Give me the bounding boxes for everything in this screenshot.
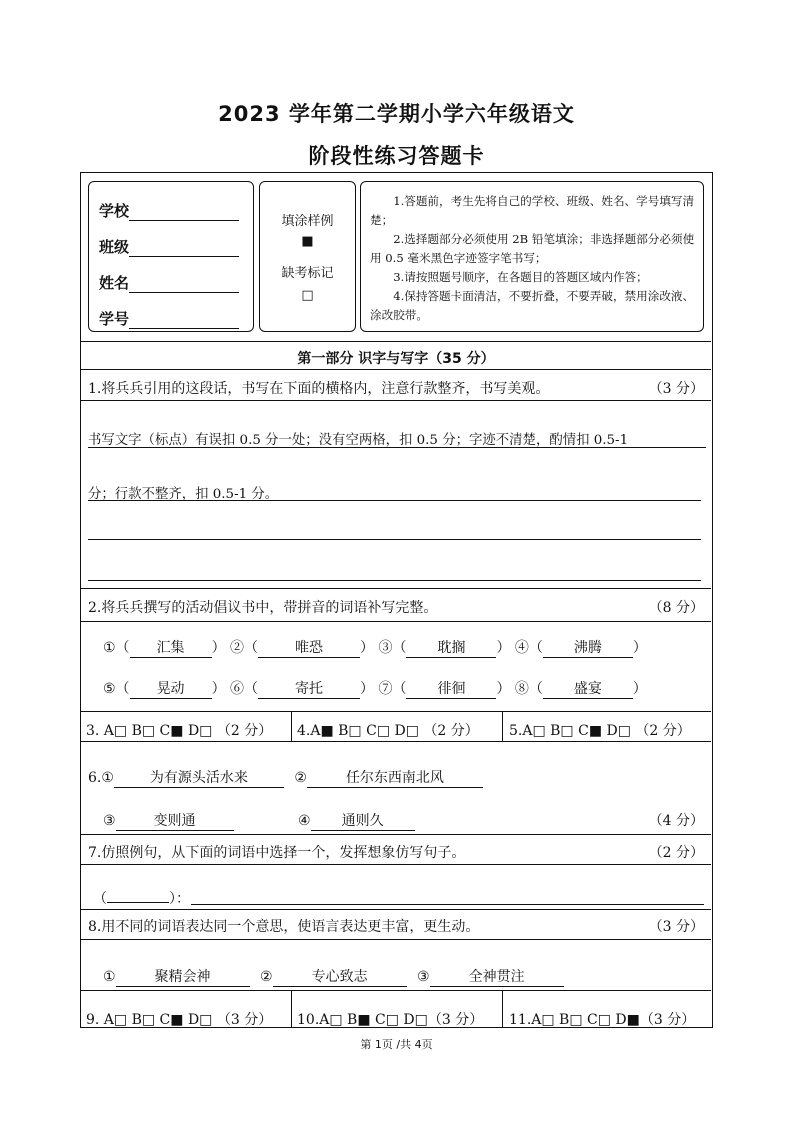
- q6-answer[interactable]: 变则通: [116, 810, 234, 831]
- question-2: 2.将兵兵撰写的活动倡议书中，带拼音的词语补写完整。: [88, 600, 438, 616]
- q8-answer[interactable]: 全神贯注: [430, 966, 564, 987]
- divider: [81, 834, 711, 835]
- q2-answer[interactable]: 唯恐: [258, 637, 360, 658]
- header-area: [81, 173, 711, 341]
- divider: [81, 621, 711, 622]
- class-label: 班级: [99, 238, 130, 256]
- divider: [81, 400, 711, 401]
- q6-row-2: ③ 变则通 ④ 通则久: [103, 810, 415, 831]
- student-id-input-line[interactable]: [129, 314, 239, 329]
- fill-sample-label: 填涂样例: [281, 214, 334, 229]
- divider: [81, 939, 711, 940]
- q6-answer[interactable]: 为有源头活水来: [114, 767, 284, 788]
- instructions-box: [360, 181, 704, 332]
- q6-row-1: 6.① 为有源头活水来 ② 任尔东西南北风: [88, 767, 483, 788]
- q7-word-blank[interactable]: [107, 888, 169, 903]
- divider: [81, 369, 711, 370]
- q2-answer[interactable]: 耽搁: [406, 637, 496, 658]
- school-label: 学校: [99, 202, 130, 220]
- question-6-score: （4 分）: [648, 813, 704, 829]
- question-8: 8.用不同的词语表达同一个意思，使语言表达更丰富，更生动。: [88, 919, 480, 935]
- instructions-text: [370, 192, 696, 325]
- question-5-choices[interactable]: 5.A□ B□ C■ D□ （2 分）: [509, 723, 691, 739]
- divider: [291, 711, 292, 741]
- q8-answer[interactable]: 专心致志: [273, 966, 407, 987]
- q2-answer[interactable]: 盛宴: [543, 678, 633, 699]
- q6-answer[interactable]: 通则久: [311, 810, 415, 831]
- divider: [81, 864, 711, 865]
- page-footer: 第 1页 /共 4页: [360, 1038, 433, 1051]
- question-8-score: （3 分）: [648, 919, 704, 935]
- student-id-label: 学号: [99, 310, 130, 328]
- instruction-3: 3.请按照题号顺序，在各题目的答题区域内作答；: [393, 270, 648, 284]
- instruction-4: 4.保持答题卡面清洁，不要折叠，不要弄破，禁用涂改液、涂改胶带。: [370, 289, 695, 322]
- writing-line[interactable]: [88, 447, 706, 448]
- divider: [81, 341, 711, 342]
- name-label: 姓名: [99, 274, 130, 292]
- instruction-1: 1.答题前，考生先将自己的学校、班级、姓名、学号填写清楚；: [370, 194, 695, 227]
- question-7-score: （2 分）: [648, 845, 704, 861]
- question-1: 1.将兵兵引用的这段话，书写在下面的横格内，注意行款整齐，书写美观。: [88, 381, 550, 397]
- section-heading: 第一部分 识字与写字（35 分）: [297, 351, 495, 367]
- answer-sheet: [80, 172, 713, 1028]
- divider: [81, 741, 711, 742]
- q2-row-2: ⑤（ 晃动 ） ⑥（ 寄托 ） ⑦（ 徘徊 ） ⑧（ 盛宴 ）: [103, 678, 647, 699]
- divider: [291, 990, 292, 1028]
- q7-writing-line[interactable]: [191, 904, 704, 905]
- question-11-choices[interactable]: 11.A□ B□ C□ D■（3 分）: [509, 1012, 696, 1028]
- student-info-box: [88, 181, 254, 332]
- divider: [81, 588, 711, 589]
- page-subtitle: 阶段性练习答题卡: [308, 144, 485, 168]
- divider: [502, 711, 503, 741]
- q8-answer[interactable]: 聚精会神: [116, 966, 250, 987]
- filled-box-icon: ■: [301, 234, 314, 249]
- absent-mark-label: 缺考标记: [281, 266, 334, 281]
- class-field[interactable]: [99, 236, 239, 257]
- divider: [81, 990, 711, 991]
- q2-answer[interactable]: 徘徊: [406, 678, 496, 699]
- writing-line[interactable]: [88, 539, 701, 540]
- page-title: 2023 学年第二学期小学六年级语文: [218, 102, 575, 126]
- q2-answer[interactable]: 晃动: [130, 678, 212, 699]
- school-field[interactable]: [99, 200, 239, 221]
- writing-line[interactable]: [88, 500, 701, 501]
- instruction-2: 2.选择题部分必须使用 2B 铅笔填涂；非选择题部分必须使用 0.5 毫米黑色字迹签字笔书写；: [370, 232, 695, 265]
- question-1-score: （3 分）: [648, 381, 704, 397]
- q1-answer-line-1: 书写文字（标点）有误扣 0.5 分一处；没有空两格，扣 0.5 分；字迹不清楚，酌情扣 0.5-1: [88, 433, 629, 448]
- name-field[interactable]: [99, 272, 239, 293]
- q1-answer-line-2: 分；行款不整齐，扣 0.5-1 分。: [88, 487, 279, 502]
- question-10-choices[interactable]: 10.A□ B■ C□ D□（3 分）: [297, 1012, 484, 1028]
- student-id-field[interactable]: [99, 308, 239, 329]
- question-4-choices[interactable]: 4.A■ B□ C□ D□ （2 分）: [297, 723, 479, 739]
- q2-row-1: ①（ 汇集 ） ②（ 唯恐 ） ③（ 耽搁 ） ④（ 沸腾 ）: [103, 637, 647, 658]
- q7-answer-row: （ ）：: [93, 888, 190, 908]
- name-input-line[interactable]: [129, 278, 239, 293]
- q2-answer[interactable]: 沸腾: [543, 637, 633, 658]
- divider: [81, 711, 711, 712]
- class-input-line[interactable]: [129, 242, 239, 257]
- absent-checkbox[interactable]: □: [301, 288, 314, 303]
- q2-answer[interactable]: 汇集: [130, 637, 212, 658]
- writing-line[interactable]: [88, 580, 701, 581]
- q2-answer[interactable]: 寄托: [258, 678, 360, 699]
- q8-answer-row: ① 聚精会神 ② 专心致志 ③ 全神贯注: [103, 966, 564, 987]
- divider: [81, 909, 711, 910]
- question-9-choices[interactable]: 9. A□ B□ C■ D□ （3 分）: [86, 1012, 273, 1028]
- divider: [502, 990, 503, 1028]
- fill-sample-box: [259, 181, 356, 332]
- question-2-score: （8 分）: [648, 600, 704, 616]
- q6-answer[interactable]: 任尔东西南北风: [307, 767, 483, 788]
- question-3-choices[interactable]: 3. A□ B□ C■ D□ （2 分）: [86, 723, 273, 739]
- school-input-line[interactable]: [129, 206, 239, 221]
- question-7: 7.仿照例句，从下面的词语中选择一个，发挥想象仿写句子。: [88, 845, 466, 861]
